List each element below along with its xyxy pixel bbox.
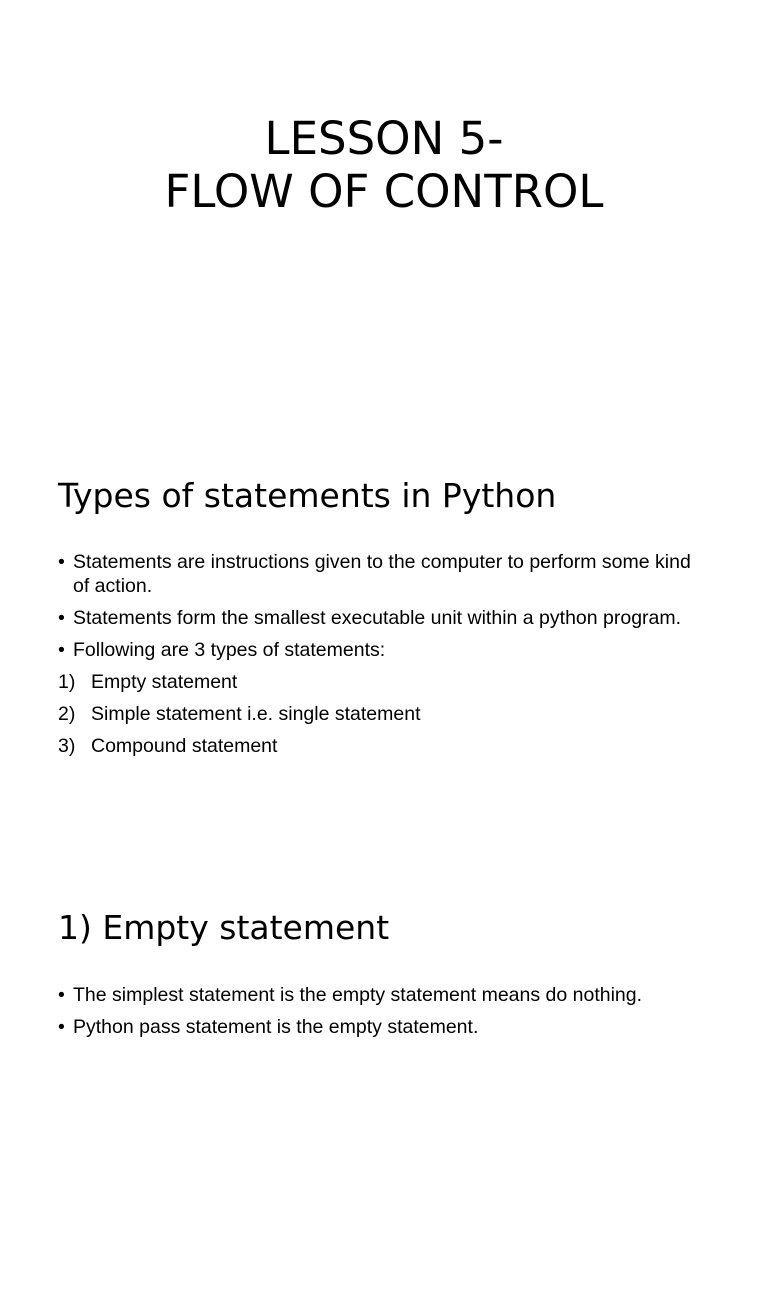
numbered-item bbox=[58, 734, 708, 758]
lesson-title-line-2: FLOW OF CONTROL bbox=[164, 165, 604, 218]
list-item bbox=[58, 638, 708, 662]
list-item bbox=[58, 1015, 708, 1039]
bullet-marker: • bbox=[58, 984, 65, 1006]
slide-types-of-statements bbox=[0, 432, 768, 864]
list-item-text: Statements are instructions given to the computer to perform some kind of action. bbox=[73, 551, 691, 597]
lesson-title bbox=[0, 112, 768, 218]
numbered-item-text: Compound statement bbox=[91, 735, 278, 757]
list-item bbox=[58, 606, 708, 630]
numbered-item-text: Empty statement bbox=[91, 671, 238, 693]
list-item bbox=[58, 983, 708, 1007]
list-item-text: Following are 3 types of statements: bbox=[73, 639, 386, 661]
number-marker: 2) bbox=[58, 703, 76, 725]
lesson-title-line-1: LESSON 5- bbox=[264, 112, 504, 165]
list-item-text: The simplest statement is the empty statement means do nothing. bbox=[73, 984, 643, 1006]
slide-title bbox=[0, 0, 768, 432]
numbered-item bbox=[58, 702, 708, 726]
bullet-marker: • bbox=[58, 607, 65, 629]
numbered-item-text: Simple statement i.e. single statement bbox=[91, 703, 421, 725]
list-item-text: Statements form the smallest executable unit within a python program. bbox=[73, 607, 682, 629]
list-item bbox=[58, 550, 708, 598]
slide-heading: 1) Empty statement bbox=[58, 908, 390, 947]
number-marker: 3) bbox=[58, 735, 76, 757]
slide-heading: Types of statements in Python bbox=[58, 476, 557, 515]
slide-empty-statement bbox=[0, 864, 768, 1296]
bullet-list bbox=[58, 550, 708, 766]
numbered-item bbox=[58, 670, 708, 694]
bullet-list bbox=[58, 983, 708, 1047]
number-marker: 1) bbox=[58, 671, 76, 693]
bullet-marker: • bbox=[58, 639, 65, 661]
list-item-text: Python pass statement is the empty statement. bbox=[73, 1016, 479, 1038]
bullet-marker: • bbox=[58, 551, 65, 573]
bullet-marker: • bbox=[58, 1016, 65, 1038]
